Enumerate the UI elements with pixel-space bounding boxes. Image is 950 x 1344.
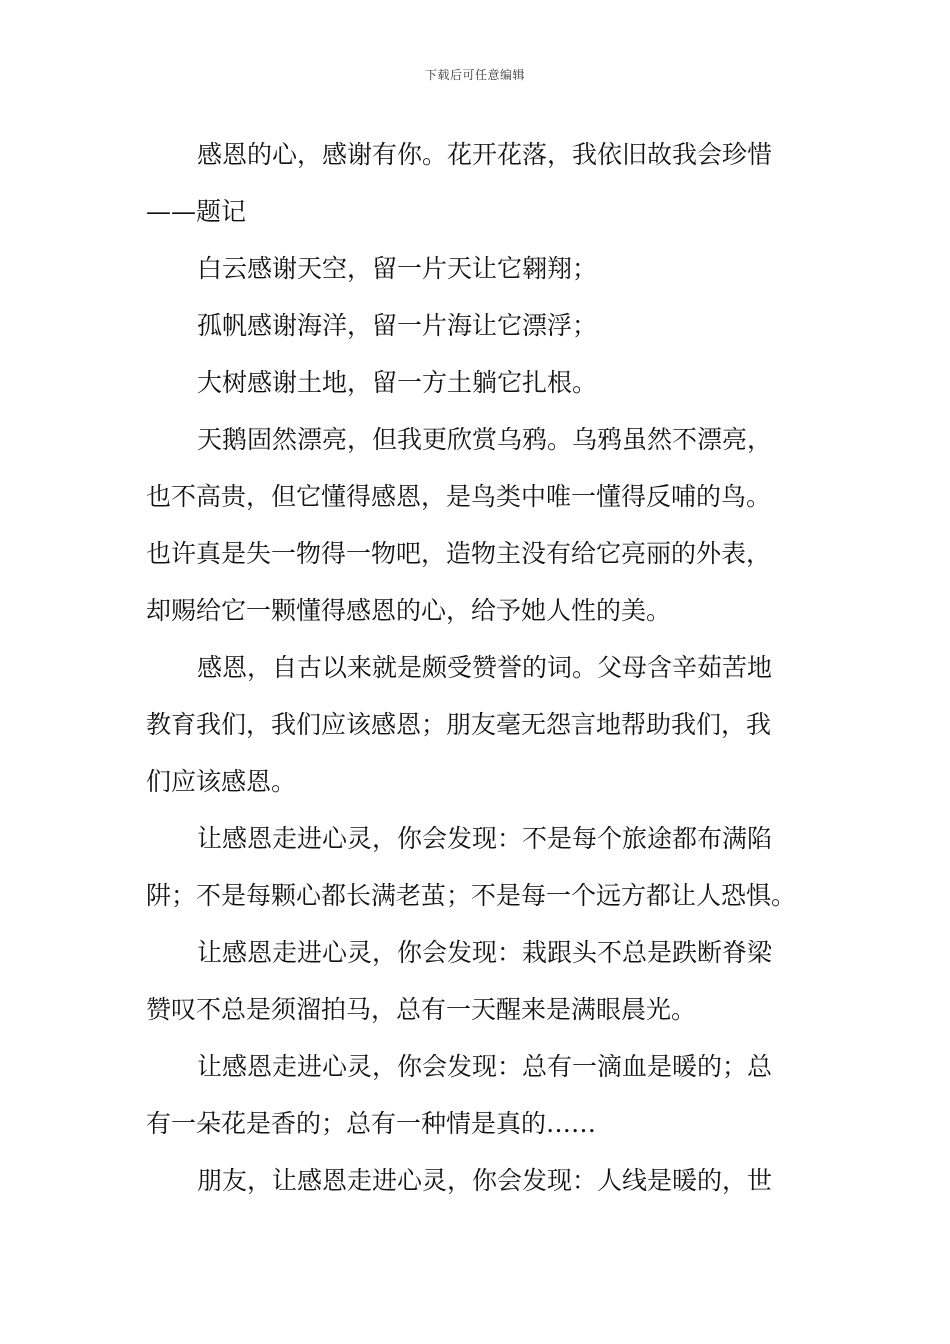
text-line: 感恩的心，感谢有你。花开花落，我依旧故我会珍惜 (197, 140, 773, 169)
text-line: 也许真是失一物得一物吧，造物主没有给它亮丽的外表， (146, 539, 772, 568)
text-line: 阱；不是每颗心都长满老茧；不是每一个远方都让人恐惧。 (146, 881, 797, 910)
text-line: 们应该感恩。 (146, 767, 297, 796)
document-body (146, 126, 806, 1209)
text-line: 大树感谢土地，留一方土躺它扎根。 (197, 368, 598, 397)
text-line: 也不高贵，但它懂得感恩，是鸟类中唯一懂得反哺的鸟。 (146, 482, 772, 511)
text-line: 朋友，让感恩走进心灵，你会发现：人线是暖的，世 (197, 1166, 773, 1195)
page-header: 下载后可任意编辑 (424, 68, 525, 82)
text-line: 有一朵花是香的；总有一种情是真的…… (146, 1109, 597, 1138)
text-line: 让感恩走进心灵，你会发现：栽跟头不总是跌断脊梁 (197, 938, 773, 967)
text-line: 却赐给它一颗懂得感恩的心，给予她人性的美。 (146, 596, 672, 625)
text-line: 孤帆感谢海洋，留一片海让它漂浮； (197, 311, 598, 340)
text-line: 教育我们，我们应该感恩；朋友毫无怨言地帮助我们，我 (146, 710, 772, 739)
text-line: 让感恩走进心灵，你会发现：总有一滴血是暖的；总 (197, 1052, 773, 1081)
text-line: 赞叹不总是须溜拍马，总有一天醒来是满眼晨光。 (146, 995, 697, 1024)
text-line: 白云感谢天空，留一片天让它翱翔； (197, 254, 598, 283)
text-line: 天鹅固然漂亮，但我更欣赏乌鸦。乌鸦虽然不漂亮， (197, 425, 773, 454)
text-line: 感恩，自古以来就是颇受赞誉的词。父母含辛茹苦地 (197, 653, 773, 682)
text-line: ——题记 (146, 197, 247, 226)
text-line: 让感恩走进心灵，你会发现：不是每个旅途都布满陷 (197, 824, 773, 853)
